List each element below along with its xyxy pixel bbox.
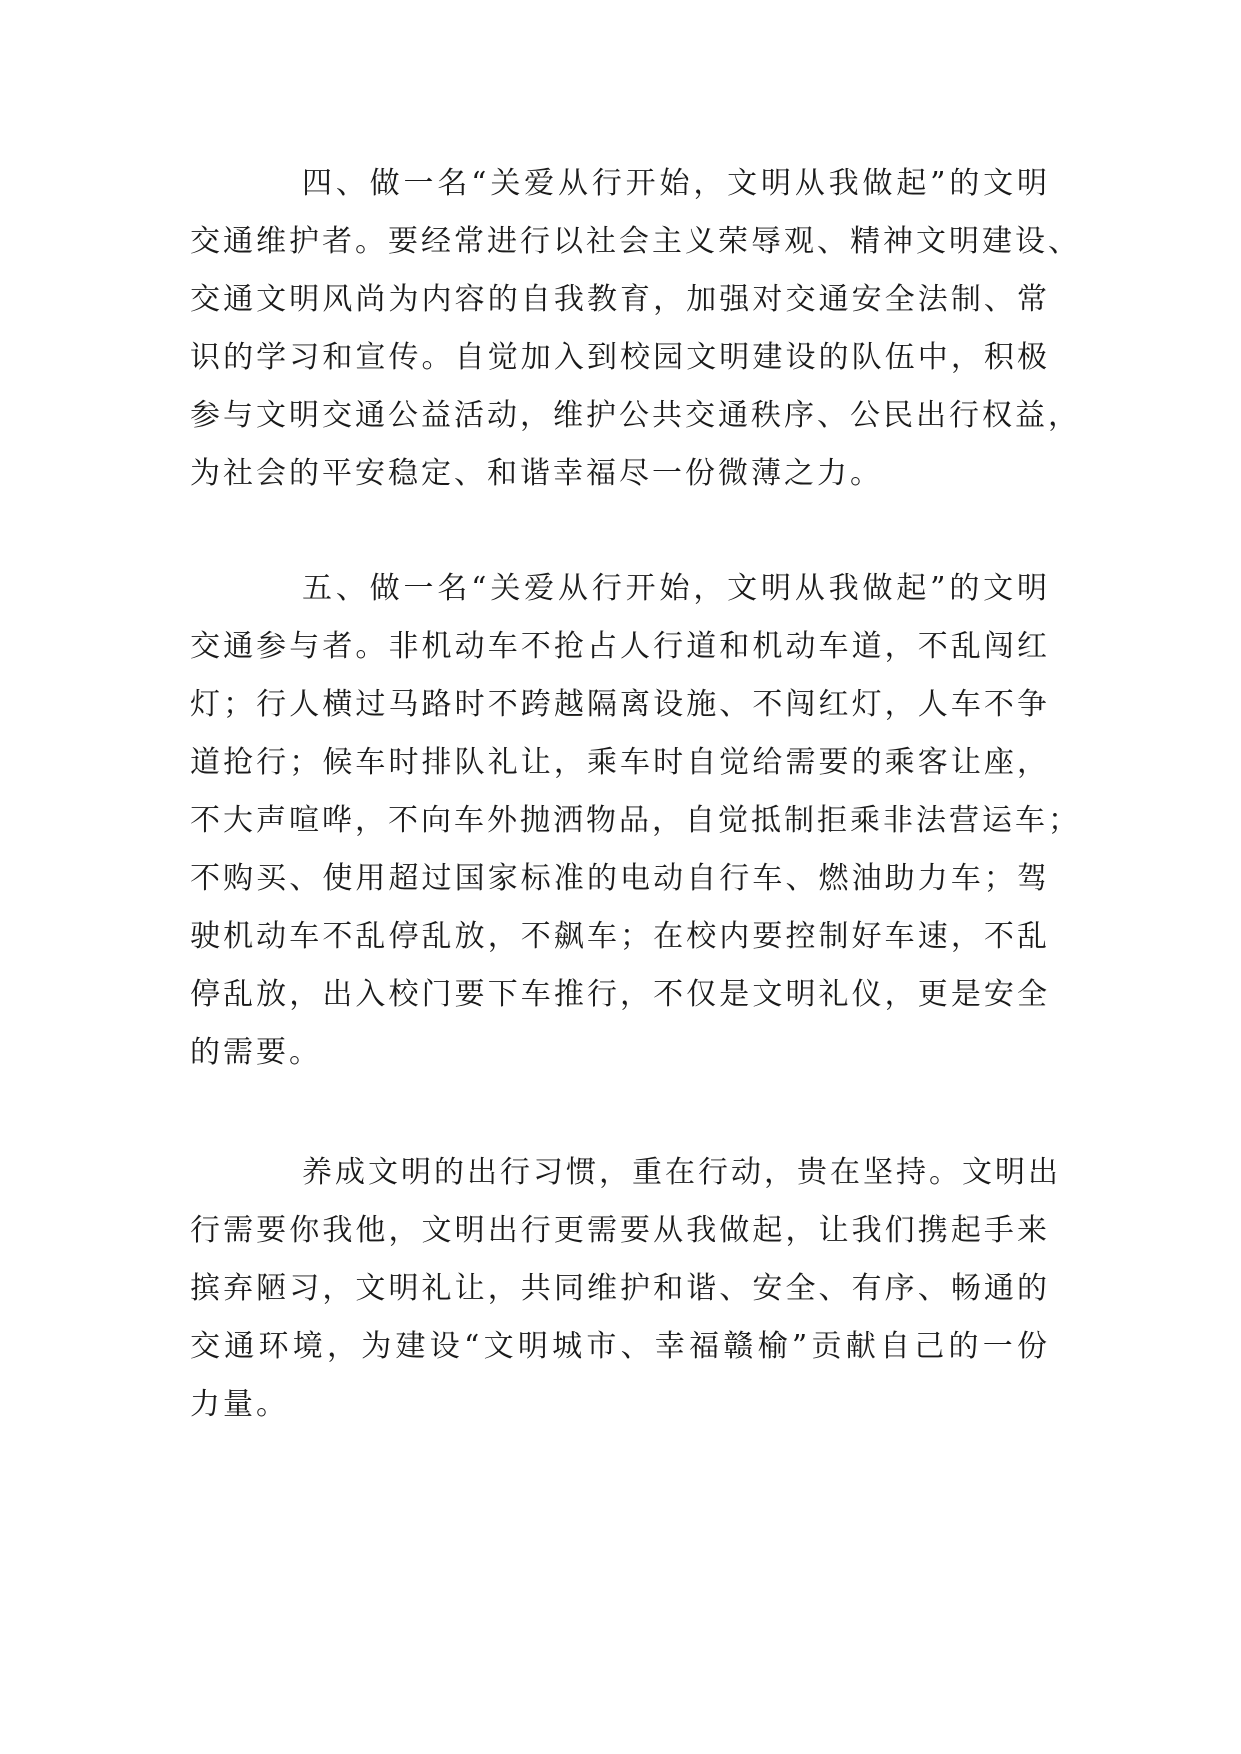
- text-line: 道抢行；候车时排队礼让，乘车时自觉给需要的乘客让座，: [190, 745, 1050, 780]
- text-line: 交通维护者。要经常进行以社会主义荣辱观、精神文明建设、: [190, 224, 1081, 259]
- text-line: 停乱放，出入校门要下车推行，不仅是文明礼仪，更是安全: [190, 977, 1050, 1012]
- text-line: 交通环境，为建设“文明城市、幸福赣榆”贡献自己的一份: [190, 1329, 1050, 1364]
- text-line: 参与文明交通公益活动，维护公共交通秩序、公民出行权益，: [190, 398, 1081, 433]
- text-line: 交通文明风尚为内容的自我教育，加强对交通安全法制、常: [190, 282, 1050, 317]
- text-line: 不大声喧哗，不向车外抛洒物品，自觉抵制拒乘非法营运车；: [190, 803, 1081, 838]
- paragraph-section-five: [190, 560, 1081, 1082]
- text-line: 驶机动车不乱停乱放，不飙车；在校内要控制好车速，不乱: [190, 919, 1050, 954]
- paragraph-section-four: [190, 155, 1081, 503]
- text-line: 识的学习和宣传。自觉加入到校园文明建设的队伍中，积极: [190, 340, 1050, 375]
- text-line: 为社会的平安稳定、和谐幸福尽一份微薄之力。: [190, 456, 883, 491]
- text-line: 养成文明的出行习惯，重在行动，贵在坚持。文明出: [302, 1155, 1061, 1190]
- text-line: 不购买、使用超过国家标准的电动自行车、燃油助力车；驾: [190, 861, 1050, 896]
- text-line: 行需要你我他，文明出行更需要从我做起，让我们携起手来: [190, 1213, 1050, 1248]
- text-line: 交通参与者。非机动车不抢占人行道和机动车道，不乱闯红: [190, 629, 1050, 664]
- paragraph-conclusion: [190, 1144, 1061, 1434]
- text-line: 的需要。: [190, 1035, 322, 1070]
- text-line: 灯；行人横过马路时不跨越隔离设施、不闯红灯，人车不争: [190, 687, 1050, 722]
- text-line: 摈弃陋习，文明礼让，共同维护和谐、安全、有序、畅通的: [190, 1271, 1050, 1306]
- text-line: 四、做一名“关爱从行开始，文明从我做起”的文明: [302, 166, 1050, 201]
- text-line: 力量。: [190, 1387, 289, 1422]
- text-line: 五、做一名“关爱从行开始，文明从我做起”的文明: [302, 571, 1050, 606]
